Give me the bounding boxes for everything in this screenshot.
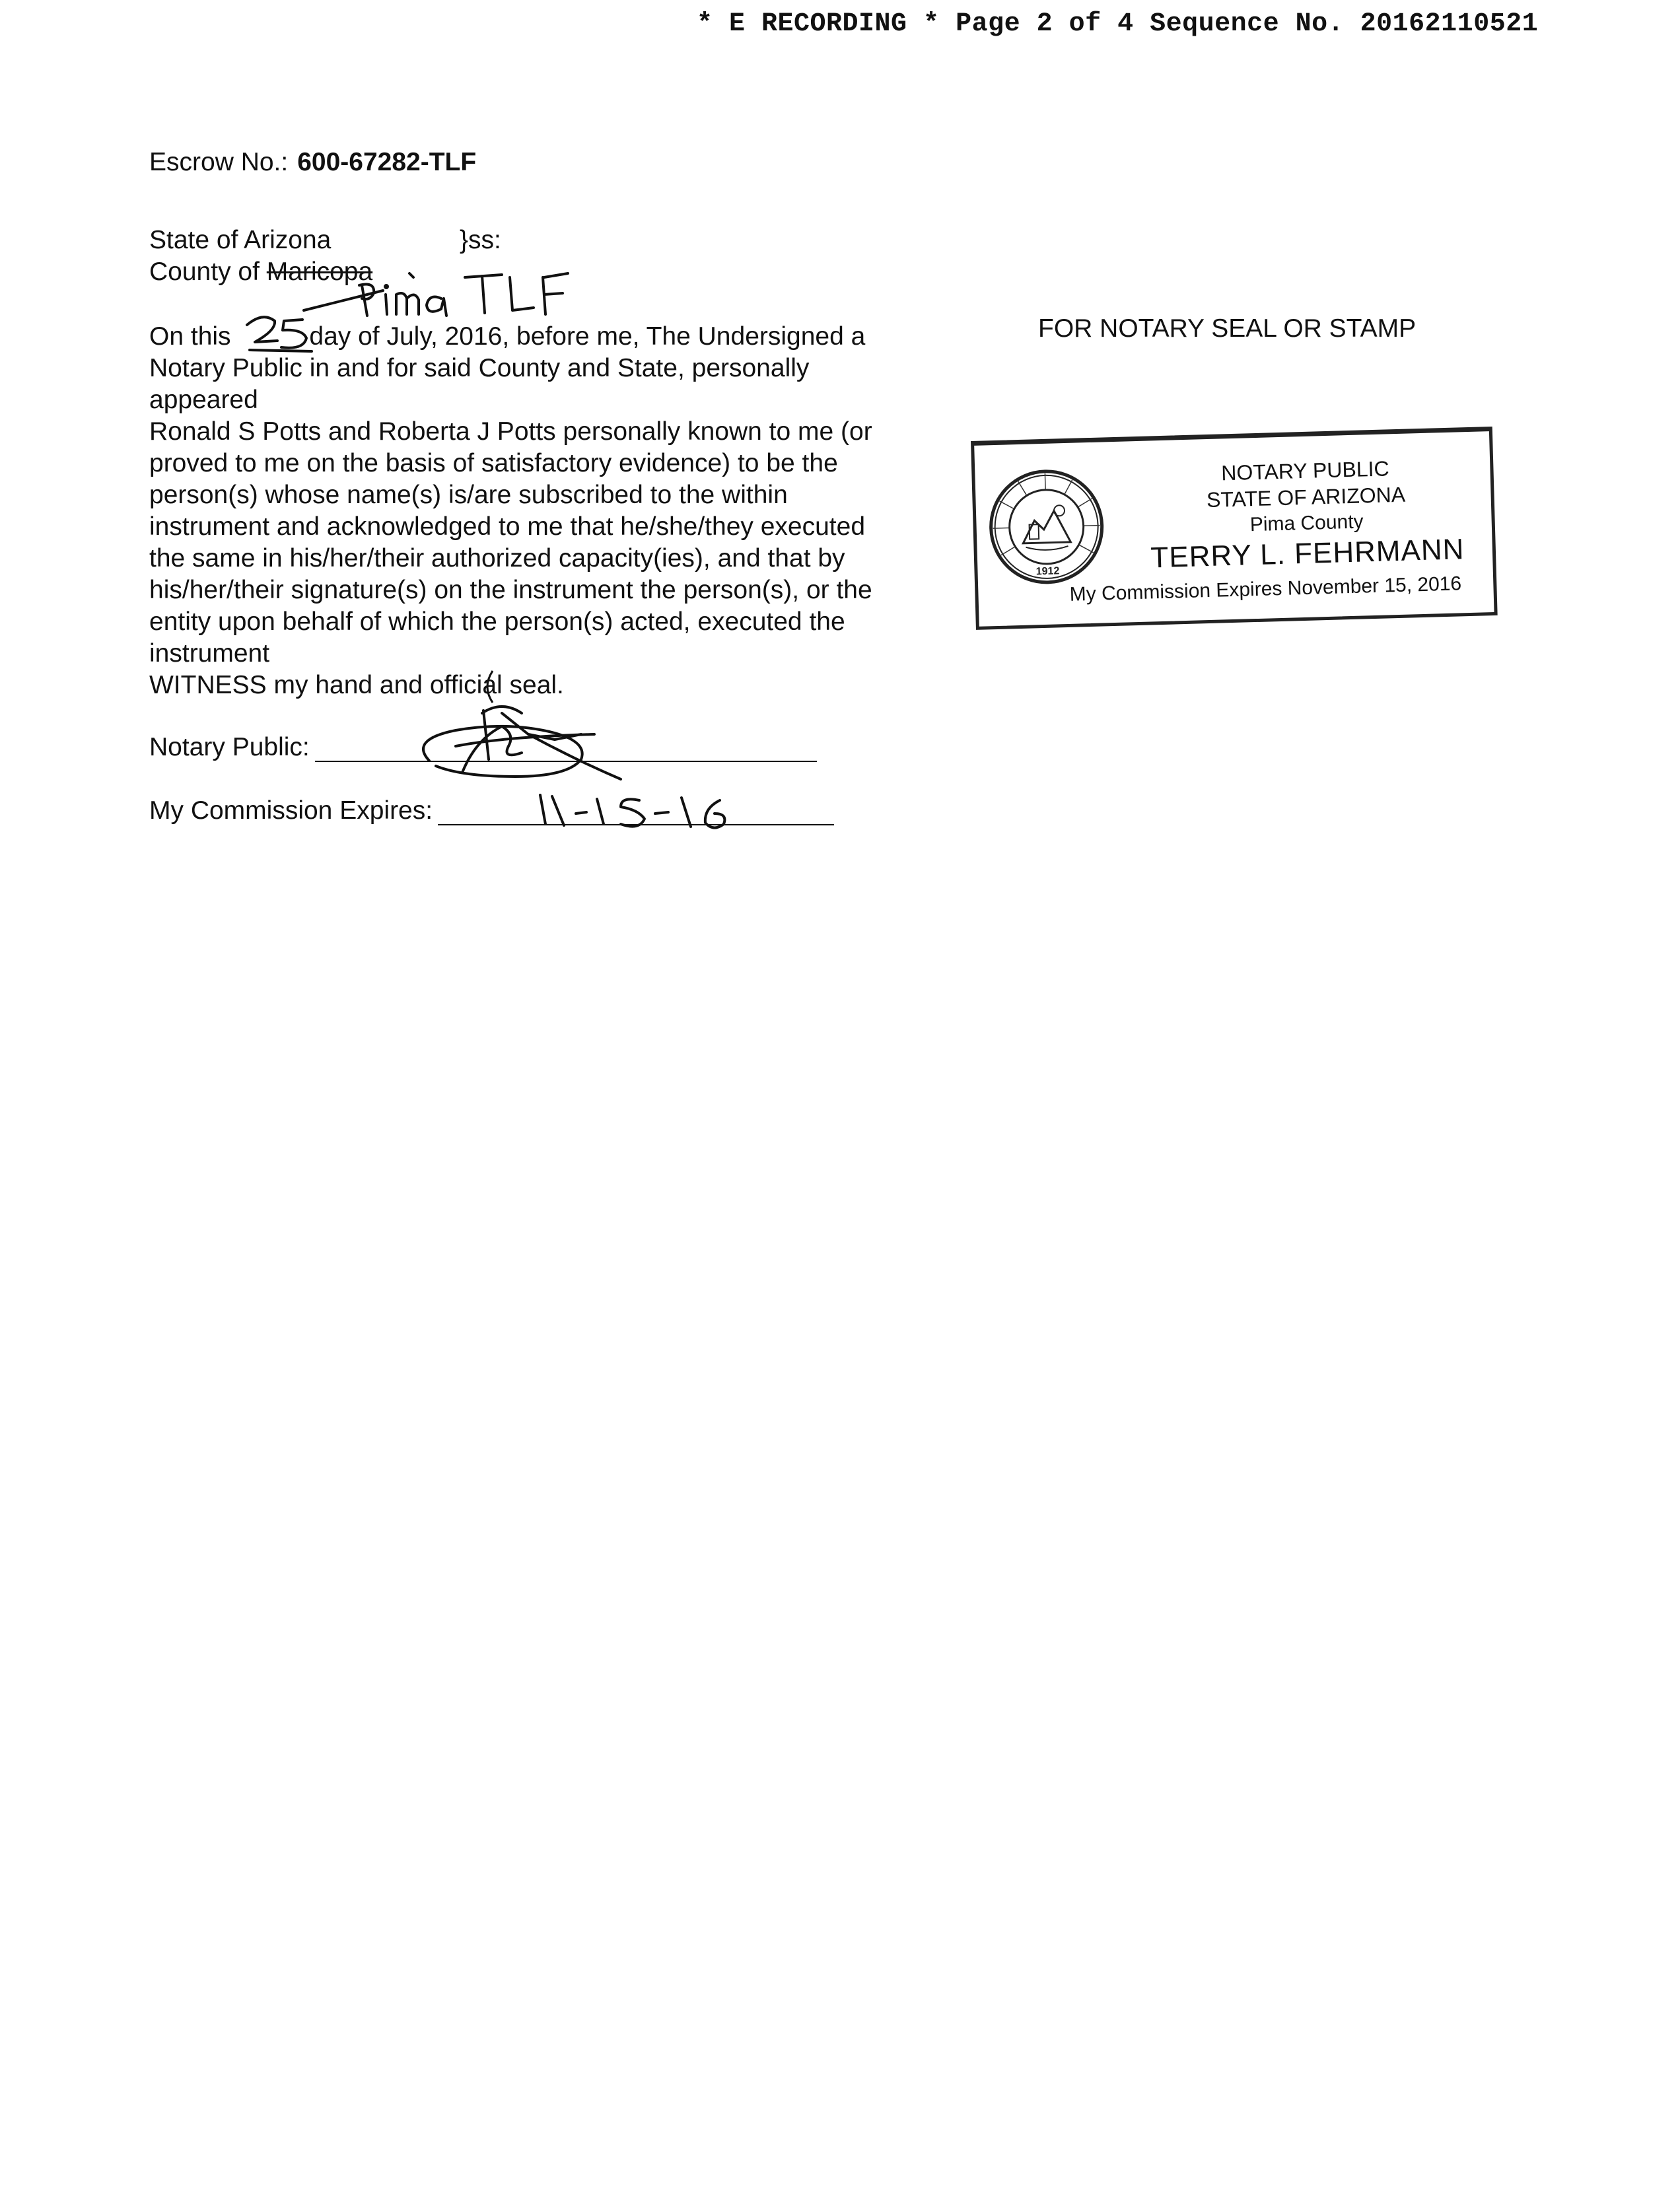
county-struck: Maricopa — [266, 258, 373, 286]
ack-line-3: Ronald S Potts and Roberta J Potts personally known to me (or — [149, 417, 872, 446]
ack-line-0: On this day of July, 2016, before me, The Undersigned a — [149, 322, 866, 351]
acknowledgment-text — [149, 321, 942, 701]
commission-label: My Commission Expires: — [149, 796, 433, 825]
stamp-commission-expiry: My Commission Expires November 15, 2016 — [1069, 573, 1462, 606]
stamp-title: NOTARY PUBLIC — [1220, 456, 1390, 485]
stamp-notary-name: TERRY L. FEHRMANN — [1150, 533, 1465, 574]
ack-line-6: instrument and acknowledged to me that he/she/they executed — [149, 512, 866, 541]
notary-label: Notary Public: — [149, 733, 310, 761]
stamp-county: Pima County — [1249, 510, 1364, 536]
ack-line-1: Notary Public in and for said County and State, personally — [149, 354, 810, 382]
commission-expires-line — [149, 796, 834, 825]
commission-blank — [438, 798, 834, 825]
escrow-value: 600-67282-TLF — [297, 148, 477, 176]
ack-line-5: person(s) whose name(s) is/are subscribed to the within — [149, 481, 788, 509]
venue-block — [149, 225, 501, 288]
state-line: State of Arizona — [149, 226, 332, 254]
escrow-number — [149, 148, 476, 177]
witness-line: WITNESS my hand and official seal. — [149, 671, 564, 699]
state-seal-icon — [987, 467, 1106, 586]
svg-text:1912: 1912 — [1035, 565, 1060, 578]
escrow-label: Escrow No.: — [149, 148, 289, 176]
ack-line-4: proved to me on the basis of satisfactory evidence) to be the — [149, 449, 838, 477]
ack-line-9: entity upon behalf of which the person(s) acted, executed the — [149, 608, 845, 636]
ss-marker: }ss: — [460, 226, 501, 254]
ack-line-7: the same in his/her/their authorized capacity(ies), and that by — [149, 544, 845, 573]
notary-signature-blank — [315, 734, 817, 762]
ack-line-10: instrument — [149, 639, 270, 668]
stamp-state: STATE OF ARIZONA — [1206, 482, 1406, 512]
notary-stamp — [971, 427, 1498, 630]
county-prefix: County of — [149, 258, 260, 286]
seal-area-label: FOR NOTARY SEAL OR STAMP — [1038, 314, 1417, 343]
notary-signature-line — [149, 733, 817, 762]
ack-line-8: his/her/their signature(s) on the instrument the person(s), or the — [149, 576, 872, 604]
recording-header: * E RECORDING * Page 2 of 4 Sequence No. 20162110521 — [697, 9, 1539, 39]
ack-line-2: appeared — [149, 386, 258, 414]
stamp-text — [1069, 453, 1480, 606]
